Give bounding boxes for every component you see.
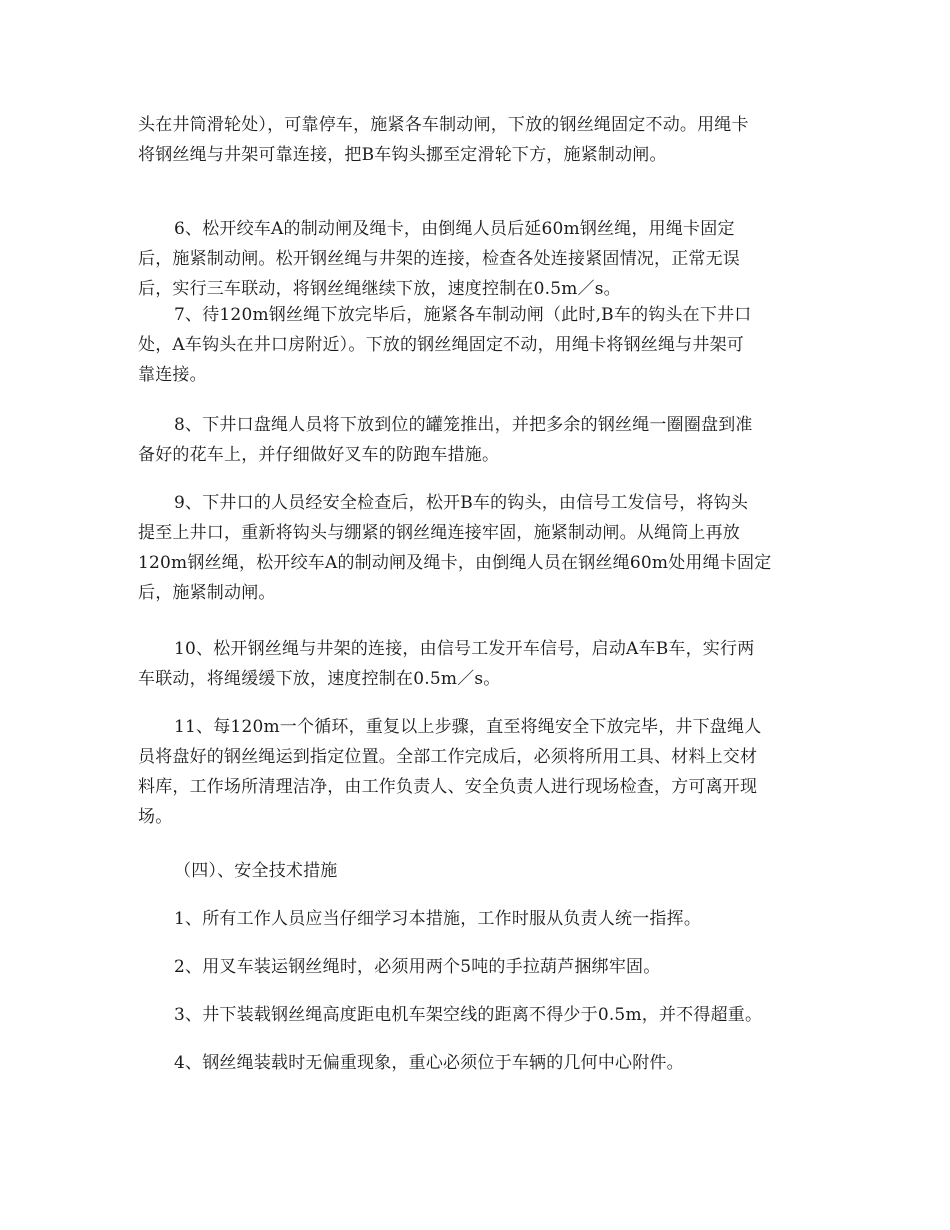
measure-1 xyxy=(138,904,818,934)
text-line: 车联动，将绳缓缓下放，速度控制在0.5m／s。 xyxy=(138,669,501,689)
paragraph-step-10 xyxy=(138,634,818,694)
text-line: 后，实行三车联动，将钢丝绳继续下放，速度控制在0.5m／s。 xyxy=(138,279,621,299)
paragraph-step-8 xyxy=(138,410,818,470)
section-heading xyxy=(138,856,818,886)
text-line: 2、用叉车装运钢丝绳时，必须用两个5吨的手拉葫芦捆绑牢固。 xyxy=(174,957,661,977)
text-line: 处，A车钩头在井口房附近）。下放的钢丝绳固定不动，用绳卡将钢丝绳与井架可 xyxy=(138,335,744,355)
text-line: 头在井筒滑轮处），可靠停车，施紧各车制动闸，下放的钢丝绳固定不动。用绳卡 xyxy=(138,115,749,135)
text-line: 120m钢丝绳，松开绞车A的制动闸及绳卡，由倒绳人员在钢丝绳60m处用绳卡固定 xyxy=(138,553,772,573)
text-line: 10、松开钢丝绳与井架的连接，由信号工发开车信号，启动A车B车，实行两 xyxy=(174,639,755,659)
text-line: 料库，工作场所清理洁净，由工作负责人、安全负责人进行现场检查，方可离开现 xyxy=(138,777,758,797)
text-line: 将钢丝绳与井架可靠连接，把B车钩头挪至定滑轮下方，施紧制动闸。 xyxy=(138,145,667,165)
paragraph-step-6 xyxy=(138,214,818,304)
text-line: 11、每120m一个循环，重复以上步骤，直至将绳安全下放完毕，井下盘绳人 xyxy=(174,717,762,737)
text-line: 后，施紧制动闸。 xyxy=(138,583,276,603)
text-line: 7、待120m钢丝绳下放完毕后，施紧各车制动闸（此时,B车的钩头在下井口 xyxy=(174,305,752,325)
text-line: 6、松开绞车A的制动闸及绳卡，由倒绳人员后延60m钢丝绳，用绳卡固定 xyxy=(174,219,735,239)
measure-2 xyxy=(138,952,818,982)
text-line: 员将盘好的钢丝绳运到指定位置。全部工作完成后，必须将所用工具、材料上交材 xyxy=(138,747,758,767)
paragraph-step-7 xyxy=(138,300,818,390)
text-line: 靠连接。 xyxy=(138,365,207,385)
paragraph-step-11 xyxy=(138,712,818,832)
text-line: 3、井下装载钢丝绳高度距电机车架空线的距离不得少于0.5m，并不得超重。 xyxy=(174,1005,763,1025)
text-line: 提至上井口，重新将钩头与绷紧的钢丝绳连接牢固，施紧制动闸。从绳筒上再放 xyxy=(138,523,740,543)
text-line: 备好的花车上，并仔细做好叉车的防跑车措施。 xyxy=(138,445,500,465)
paragraph-step-9 xyxy=(138,488,818,608)
measure-3 xyxy=(138,1000,818,1030)
text-line: 8、下井口盘绳人员将下放到位的罐笼推出，并把多余的钢丝绳一圈圈盘到准 xyxy=(174,415,753,435)
paragraph-continuation xyxy=(138,110,818,170)
text-line: 4、钢丝绳装载时无偏重现象，重心必须位于车辆的几何中心附件。 xyxy=(174,1053,684,1073)
measure-4 xyxy=(138,1048,818,1078)
heading-text: （四）、安全技术措施 xyxy=(174,861,338,881)
text-line: 1、所有工作人员应当仔细学习本措施，工作时服从负责人统一指挥。 xyxy=(174,909,702,929)
text-line: 场。 xyxy=(138,807,173,827)
text-line: 9、下井口的人员经安全检查后，松开B车的钩头，由信号工发信号，将钩头 xyxy=(174,493,749,513)
text-line: 后，施紧制动闸。松开钢丝绳与井架的连接，检查各处连接紧固情况，正常无误 xyxy=(138,249,740,269)
